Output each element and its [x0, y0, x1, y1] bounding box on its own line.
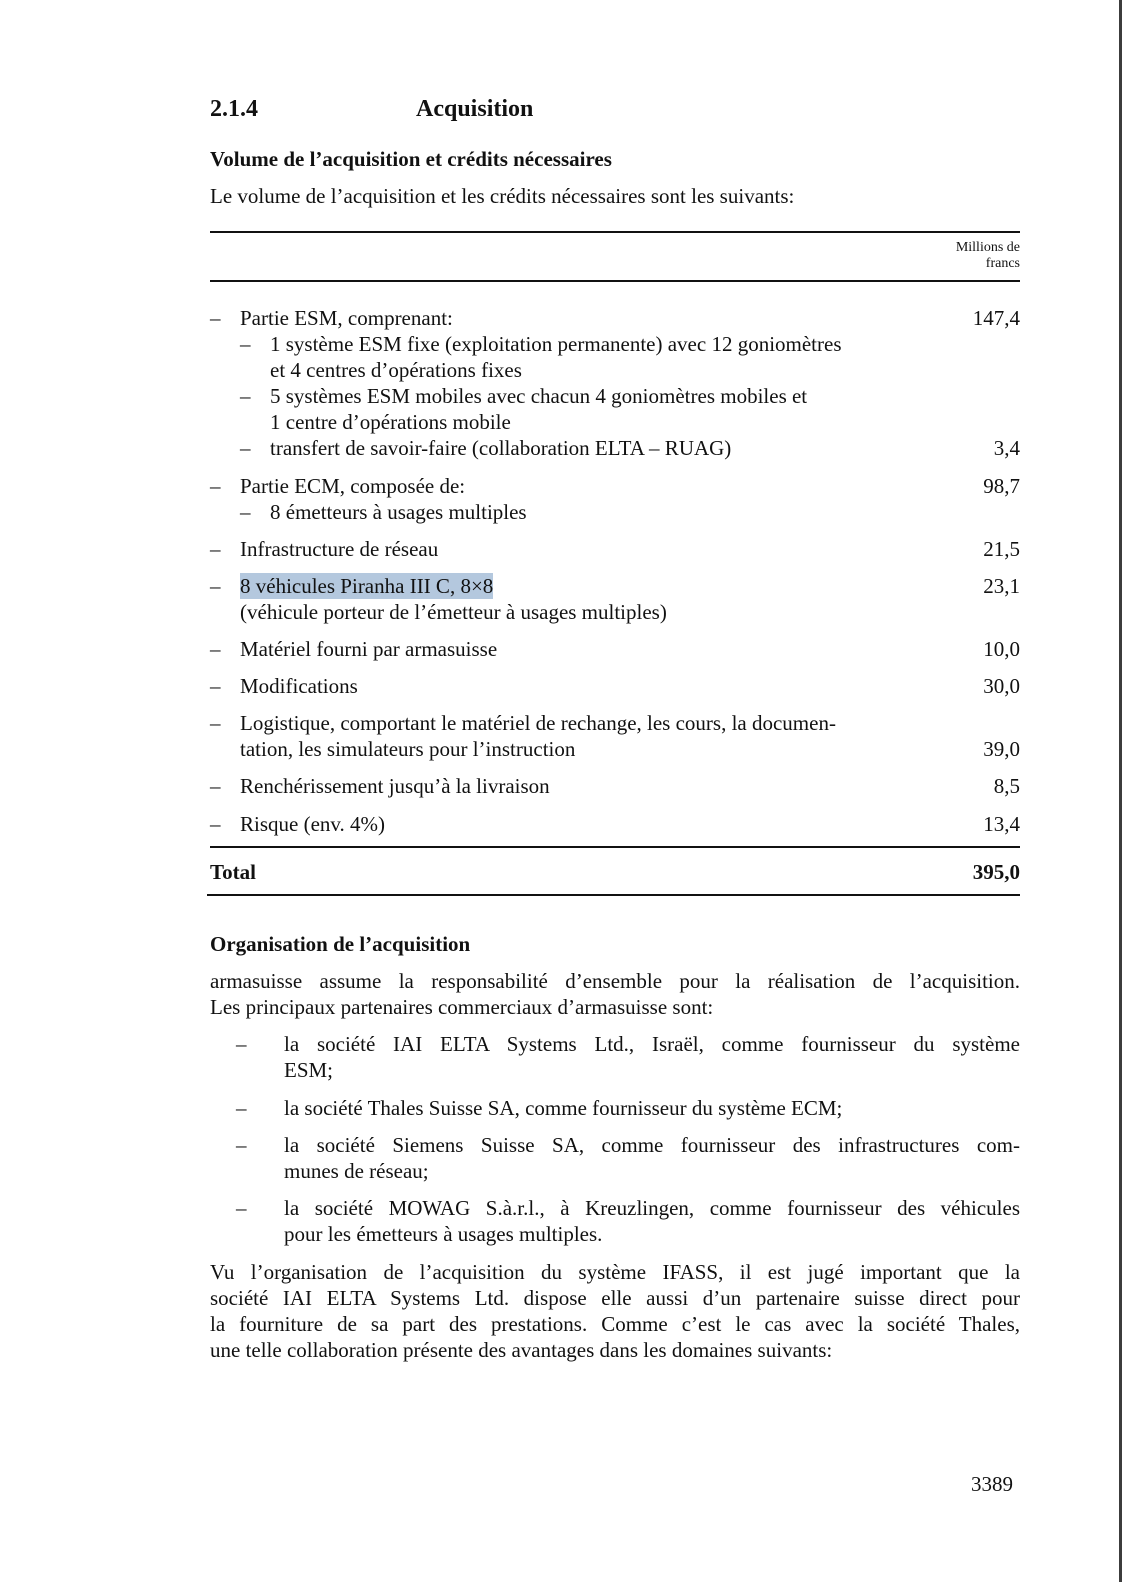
sub-item-text: 1 centre d’opérations mobile — [270, 410, 511, 434]
paragraph-line: Les principaux partenaires commerciaux d’armasuisse sont: — [210, 995, 714, 1019]
sub-item-text: transfert de savoir-faire (collaboration ELTA – RUAG) — [270, 436, 732, 460]
row-label: Matériel fourni par armasuisse — [240, 637, 498, 661]
organisation-intro — [210, 968, 1020, 1020]
row-value: 30,0 — [983, 674, 1020, 698]
row-label: Risque (env. 4%) — [240, 812, 386, 836]
row-value: 147,4 — [972, 306, 1020, 330]
partner-text: pour les émetteurs à usages multiples. — [284, 1222, 603, 1246]
column-header-line: Millions de — [955, 240, 1020, 255]
row-value: 21,5 — [983, 537, 1020, 561]
partner-text: munes de réseau; — [284, 1159, 429, 1183]
dash: – — [240, 384, 251, 408]
paragraph-line: société IAI ELTA Systems Ltd. dispose elle aussi d’un partenaire suisse direct pour — [210, 1286, 1020, 1310]
partner-text: ESM; — [284, 1058, 334, 1082]
row-label-continuation: tation, les simulateurs pour l’instruction — [240, 737, 576, 761]
sub-item-text: 5 systèmes ESM mobiles avec chacun 4 goniomètres mobiles et — [270, 384, 808, 408]
row-label: Infrastructure de réseau — [240, 537, 439, 561]
sub-item-text: 8 émetteurs à usages multiples — [270, 500, 527, 524]
paragraph-line: Vu l’organisation de l’acquisition du système IFASS, il est jugé important que la — [210, 1260, 1020, 1284]
dash: – — [236, 1032, 247, 1056]
row-value: 8,5 — [993, 774, 1020, 798]
table-total-row — [210, 860, 1020, 885]
row-value: 23,1 — [983, 574, 1020, 598]
dash: – — [240, 436, 251, 460]
dash: – — [236, 1133, 247, 1157]
row-value: 10,0 — [983, 637, 1020, 661]
table-top-rule — [210, 231, 1020, 233]
row-label: Logistique, comportant le matériel de rechange, les cours, la documen- — [240, 711, 836, 735]
column-header-unit — [956, 240, 1020, 272]
row-value: 39,0 — [983, 737, 1020, 761]
row-value: 98,7 — [983, 474, 1020, 498]
dash: – — [240, 332, 251, 356]
row-label-continuation: (véhicule porteur de l’émetteur à usages multiples) — [240, 600, 667, 624]
dash: – — [210, 574, 221, 598]
closing-paragraph — [210, 1259, 1020, 1363]
organisation-heading: Organisation de l’acquisition — [210, 932, 471, 956]
row-label-selected[interactable]: 8 véhicules Piranha III C, 8×8 — [240, 574, 494, 598]
row-label: Renchérissement jusqu’à la livraison — [240, 774, 550, 798]
partner-text: la société MOWAG S.à.r.l., à Kreuzlingen, comme fournisseur des véhicules — [284, 1196, 1020, 1220]
paragraph-line: armasuisse assume la responsabilité d’ensemble pour la réalisation de l’acquisition. — [210, 969, 1020, 993]
dash: – — [210, 774, 221, 798]
row-label: Modifications — [240, 674, 358, 698]
table-header-rule — [210, 280, 1020, 282]
dash: – — [236, 1196, 247, 1220]
volume-heading: Volume de l’acquisition et crédits nécessaires — [210, 147, 612, 171]
section-title: Acquisition — [416, 96, 534, 122]
partner-text: la société Thales Suisse SA, comme fournisseur du système ECM; — [284, 1096, 843, 1120]
dash: – — [236, 1096, 247, 1120]
dash: – — [210, 674, 221, 698]
sub-item-text: 1 système ESM fixe (exploitation permanente) avec 12 goniomètres — [270, 332, 842, 356]
dash: – — [240, 500, 251, 524]
dash: – — [210, 537, 221, 561]
total-top-rule — [210, 846, 1020, 848]
column-header-line: francs — [985, 256, 1020, 271]
dash: – — [210, 306, 221, 330]
dash: – — [210, 812, 221, 836]
partner-text: la société IAI ELTA Systems Ltd., Israël, comme fournisseur du système — [284, 1032, 1020, 1056]
sub-item-value: 3,4 — [993, 436, 1020, 460]
sub-item-text: et 4 centres d’opérations fixes — [270, 358, 522, 382]
dash: – — [210, 474, 221, 498]
row-label: Partie ESM, comprenant: — [240, 306, 453, 330]
volume-intro: Le volume de l’acquisition et les crédits nécessaires sont les suivants: — [210, 184, 795, 208]
paragraph-line: une telle collaboration présente des avantages dans les domaines suivants: — [210, 1338, 833, 1362]
total-bottom-rule — [207, 894, 1020, 896]
partner-text: la société Siemens Suisse SA, comme fournisseur des infrastructures com- — [284, 1133, 1020, 1157]
paragraph-line: la fourniture de sa part des prestations. Comme c’est le cas avec la société Thales, — [210, 1312, 1020, 1336]
total-label: Total — [210, 860, 256, 884]
page-number: 3389 — [971, 1472, 1013, 1496]
dash: – — [210, 711, 221, 735]
dash: – — [210, 637, 221, 661]
row-value: 13,4 — [983, 812, 1020, 836]
row-label: Partie ECM, composée de: — [240, 474, 466, 498]
total-value: 395,0 — [972, 860, 1020, 884]
section-number: 2.1.4 — [210, 96, 258, 122]
